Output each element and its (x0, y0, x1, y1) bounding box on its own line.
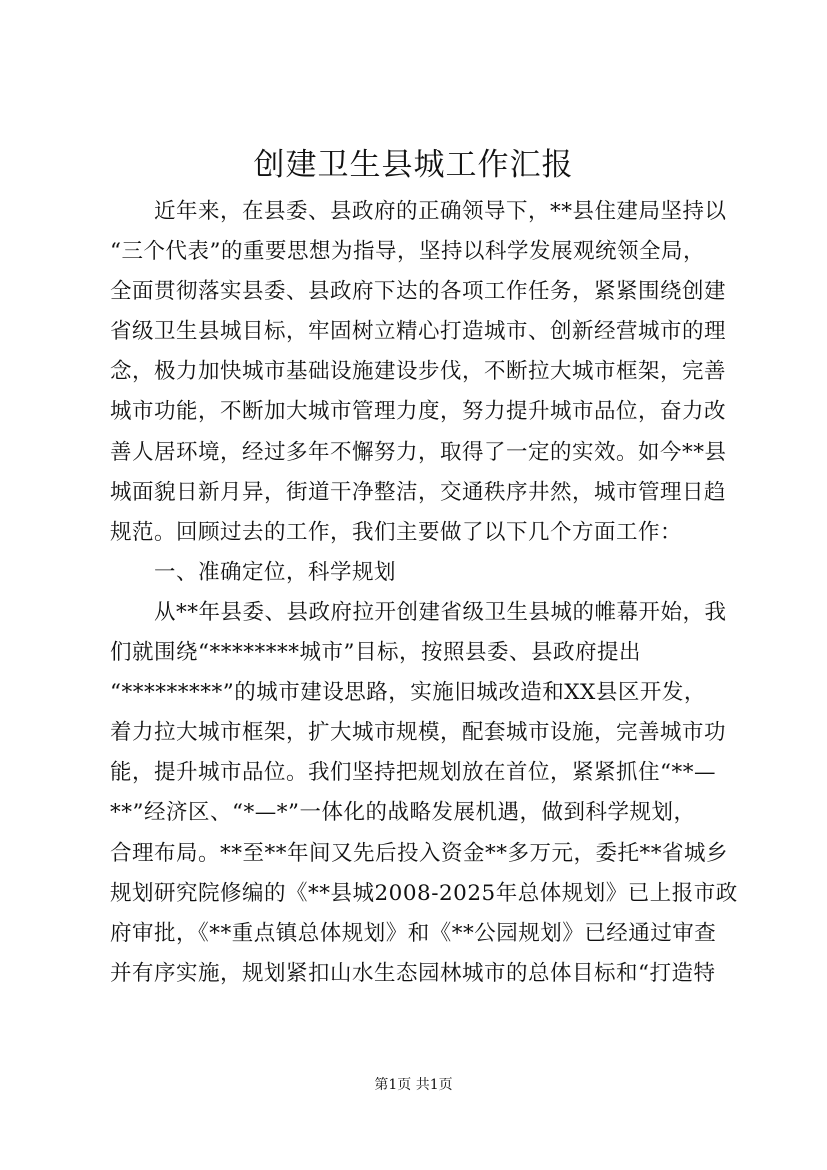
paragraph-line: 着力拉大城市框架，扩大城市规模，配套城市设施，完善城市功 (110, 720, 727, 746)
document-title: 创建卫生县城工作汇报 (253, 147, 574, 183)
paragraph-line: 从**年县委、县政府拉开创建省级卫生县城的帷幕开始，我 (154, 599, 727, 625)
paragraph-line: 府审批，《**重点镇总体规划》和《**公园规划》已经通过审查 (110, 920, 717, 946)
paragraph-line: “*********”的城市建设思路，实施旧城改造和XX县区开发， (110, 680, 706, 706)
paragraph-line: 并有序实施，规划紧扣山水生态园林城市的总体目标和“打造特 (110, 960, 716, 986)
paragraph-line: 能，提升城市品位。我们坚持把规划放在首位，紧紧抓住“**— (110, 760, 716, 786)
document-body (110, 192, 738, 994)
paragraph-line: 省级卫生县城目标，牢固树立精心打造城市、创新经营城市的理 (110, 319, 727, 345)
paragraph-line: 全面贯彻落实县委、县政府下达的各项工作任务，紧紧围绕创建 (110, 279, 727, 305)
paragraph-line: 善人居环境，经过多年不懈努力，取得了一定的实效。如今**县 (110, 439, 727, 465)
paragraph-line: **”经济区、“*—*”一体化的战略发展机遇，做到科学规划， (110, 800, 696, 826)
paragraph-line: 城面貌日新月异，街道干净整洁，交通秩序井然，城市管理日趋 (110, 479, 727, 505)
paragraph-line: 规范。回顾过去的工作，我们主要做了以下几个方面工作： (110, 519, 683, 545)
section-heading: 一、准确定位，科学规划 (154, 559, 397, 585)
paragraph-line: “三个代表”的重要思想为指导，坚持以科学发展观统领全局， (110, 239, 705, 265)
paragraph-line: 规划研究院修编的《**县城2008-2025年总体规划》已上报市政 (110, 880, 738, 906)
paragraph-line: 合理布局。**至**年间又先后投入资金**多万元，委托**省城乡 (110, 840, 729, 866)
paragraph-line: 们就围绕“********城市”目标，按照县委、县政府提出 (110, 640, 641, 666)
paragraph-line: 城市功能，不断加大城市管理力度，努力提升城市品位，奋力改 (110, 399, 727, 425)
page-footer: 第1页 共1页 (374, 1077, 453, 1093)
paragraph-line: 近年来，在县委、县政府的正确领导下，**县住建局坚持以 (154, 199, 727, 224)
paragraph-line: 念，极力加快城市基础设施建设步伐，不断拉大城市框架，完善 (110, 359, 727, 385)
